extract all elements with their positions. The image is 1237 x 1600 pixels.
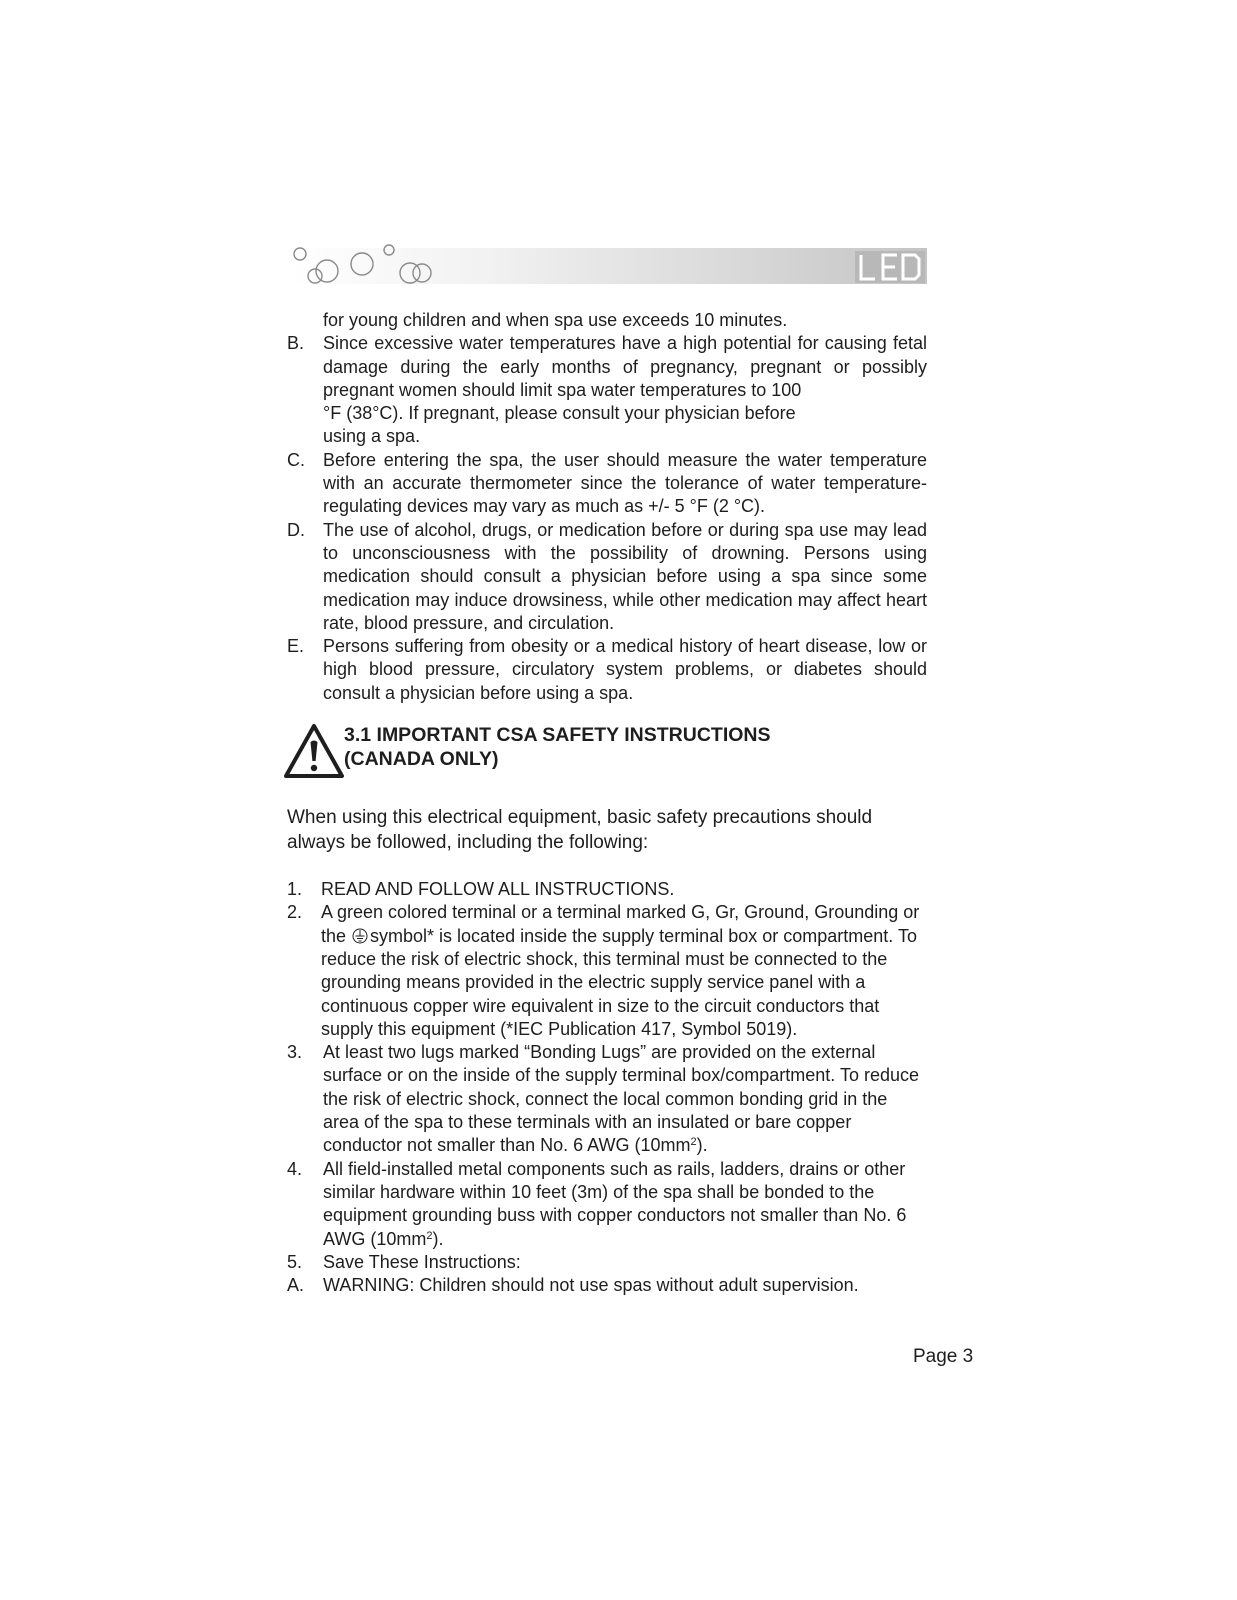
- list-item-text-tail-1: °F (38°C). If pregnant, please consult your physician before: [323, 403, 796, 424]
- list-item-text-before: A green colored terminal or a terminal marked G, Gr, Ground, Grounding or the: [321, 902, 920, 946]
- list-item-text: READ AND FOLLOW ALL INSTRUCTIONS.: [321, 879, 675, 900]
- warning-triangle-icon: [283, 723, 345, 779]
- list-item-a: [287, 1274, 927, 1297]
- list-marker: 5.: [287, 1251, 303, 1272]
- list-item-text: All field-installed metal components such as rails, ladders, drains or other similar hardware within 10 feet (3m) of the spa shall be bonded to the equipment grounding buss with copper conductors not smaller than No. 6 AWG (10mm: [323, 1158, 907, 1249]
- led-logo-icon: [855, 251, 925, 283]
- list-item-5: [287, 1251, 927, 1274]
- section-heading-line-2: (CANADA ONLY): [344, 748, 499, 771]
- superscript: 2: [426, 1229, 433, 1242]
- document-body: [287, 309, 927, 1297]
- list-item-2: [287, 901, 927, 1041]
- continuation-text: for young children and when spa use exceeds 10 minutes.: [323, 310, 788, 330]
- section-heading: [287, 723, 927, 779]
- list-item-text-after: symbol* is located inside the supply terminal box or compartment. To reduce the risk of electric shock, this terminal must be connected to the grounding means provided in the electric supply service panel with a continuous copper wire equivalent in size to the circuit conductors that supply this equipment (*IEC Publication 417, Symbol 5019).: [321, 925, 917, 1039]
- list-item-text: Before entering the spa, the user should measure the water temperature with an accurate thermometer since the tolerance of water temperature-regulating devices may vary as much as +/- 5 °F (2 °C).: [323, 449, 927, 517]
- list-item-text: Persons suffering from obesity or a medical history of heart disease, low or high blood pressure, circulatory system problems, or diabetes should consult a physician before using a spa.: [323, 636, 927, 703]
- list-item-4: [287, 1158, 927, 1251]
- list-item-3: [287, 1041, 927, 1157]
- list-marker: D.: [287, 519, 305, 540]
- list-item-text: WARNING: Children should not use spas without adult supervision.: [323, 1275, 859, 1296]
- list-marker: 2.: [287, 902, 303, 923]
- ground-symbol-icon: [352, 928, 368, 944]
- list-marker: E.: [287, 636, 305, 657]
- list-marker: C.: [287, 449, 305, 470]
- list-item-text-tail-2: using a spa.: [323, 426, 421, 447]
- list-item-text-end: ).: [432, 1228, 444, 1249]
- page-number: Page 3: [913, 1346, 974, 1367]
- list-item-text: The use of alcohol, drugs, or medication before or during spa use may lead to unconsciousness with the possibility of drowning. Persons using medication should consult a physician before using a spa since some medication may induce drowsiness, while other medication may affect heart rate, blood pressure, and circulation.: [323, 519, 927, 633]
- list-marker: 1.: [287, 879, 303, 900]
- section-intro: When using this electrical equipment, basic safety precautions should always be followed, including the following:: [287, 807, 873, 853]
- section-heading-line-1: 3.1 IMPORTANT CSA SAFETY INSTRUCTIONS: [344, 724, 771, 747]
- list-item-text: Save These Instructions:: [323, 1251, 521, 1272]
- list-item-text-end: ).: [696, 1135, 708, 1156]
- list-item-e: [287, 635, 927, 705]
- numbered-list: [287, 878, 927, 1297]
- list-marker: A.: [287, 1275, 305, 1296]
- list-item-c: [287, 449, 927, 519]
- list-item-text: Since excessive water temperatures have a high potential for causing fetal damage during the early months of pregnancy, pregnant or possibly pregnant women should limit spa water temperatures to 100: [323, 333, 927, 400]
- list-item-b: [287, 332, 927, 448]
- list-item-1: [287, 878, 927, 901]
- bubbles-decoration-icon: [285, 240, 445, 290]
- superscript: 2: [690, 1136, 697, 1149]
- list-marker: B.: [287, 333, 305, 354]
- list-item-d: [287, 519, 927, 635]
- list-marker: 3.: [287, 1042, 303, 1063]
- list-item-text: At least two lugs marked “Bonding Lugs” are provided on the external surface or on the inside of the supply terminal box/compartment. To reduce the risk of electric shock, connect the local common bonding grid in the area of the spa to these terminals with an insulated or bare copper conductor not smaller than No. 6 AWG (10mm: [323, 1042, 919, 1156]
- list-marker: 4.: [287, 1158, 303, 1179]
